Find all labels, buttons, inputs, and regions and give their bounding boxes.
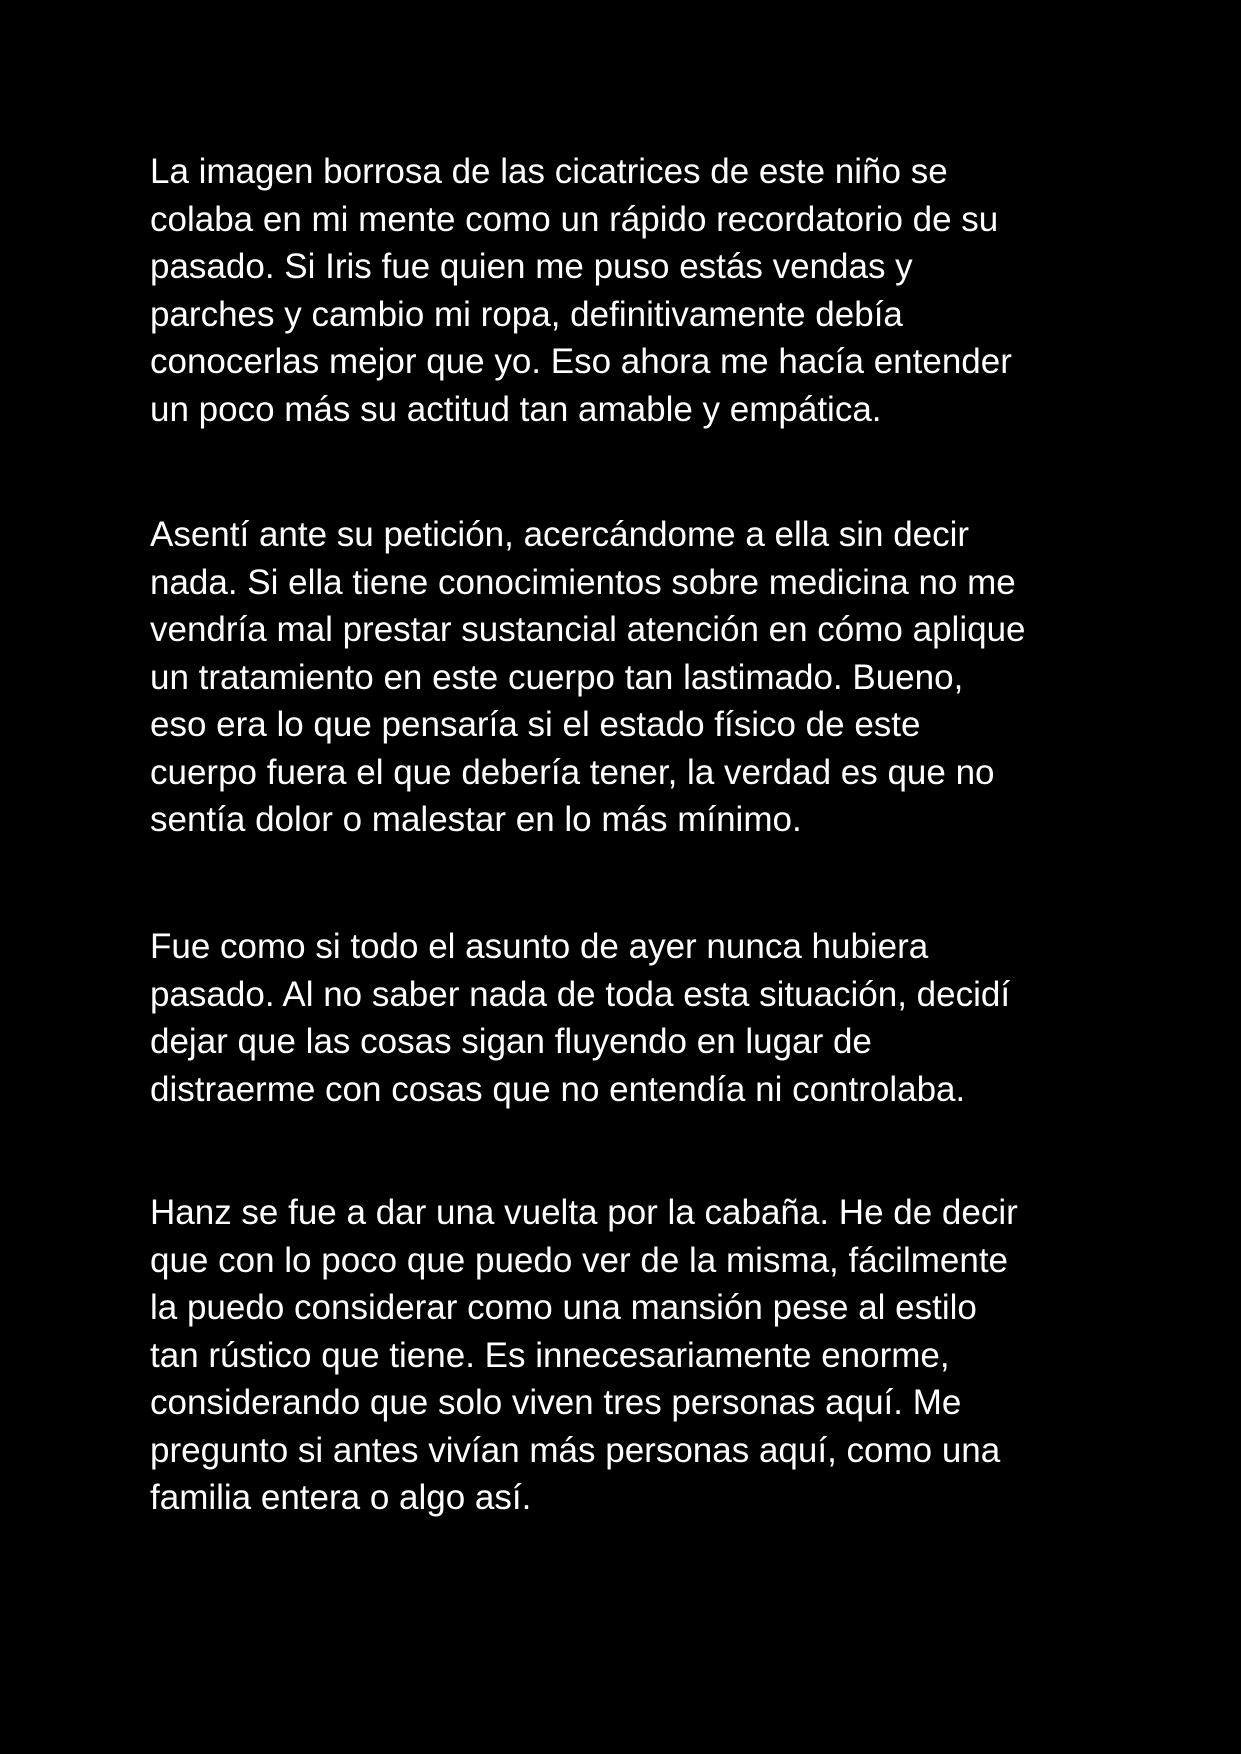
text-line: colaba en mi mente como un rápido recordatorio de su xyxy=(150,199,999,239)
paragraph-1 xyxy=(150,148,1012,433)
text-line: la puedo considerar como una mansión pese al estilo xyxy=(150,1288,977,1327)
text-line: familia entera o algo así. xyxy=(150,1478,532,1517)
text-line: sentía dolor o malestar en lo más mínimo. xyxy=(150,800,802,839)
text-line: distraerme con cosas que no entendía ni controlaba. xyxy=(150,1069,966,1109)
text-line: cuerpo fuera el que debería tener, la verdad es que no xyxy=(150,752,995,792)
text-line: un tratamiento en este cuerpo tan lastimado. Bueno, xyxy=(150,657,964,697)
text-line: dejar que las cosas sigan fluyendo en lugar de xyxy=(150,1022,872,1061)
text-line: La imagen borrosa de las cicatrices de este niño se xyxy=(150,152,948,191)
text-line: Fue como si todo el asunto de ayer nunca hubiera xyxy=(150,927,929,966)
text-line: conocerlas mejor que yo. Eso ahora me hacía entender xyxy=(150,342,1012,381)
text-line: vendría mal prestar sustancial atención en cómo aplique xyxy=(150,610,1026,649)
text-line: Asentí ante su petición, acercándome a ella sin decir xyxy=(150,515,970,554)
paragraph-4 xyxy=(150,1189,1018,1522)
paragraph-2 xyxy=(150,511,1026,844)
text-line: Hanz se fue a dar una vuelta por la cabaña. He de decir xyxy=(150,1193,1018,1232)
text-line: pregunto si antes vivían más personas aquí, como una xyxy=(150,1430,1001,1470)
text-line: pasado. Si Iris fue quien me puso estás vendas y xyxy=(150,247,913,286)
text-line: considerando que solo viven tres personas aquí. Me xyxy=(150,1383,962,1422)
text-line: tan rústico que tiene. Es innecesariamente enorme, xyxy=(150,1335,950,1375)
text-line: que con lo poco que puedo ver de la misma, fácilmente xyxy=(150,1240,1009,1280)
paragraph-3 xyxy=(150,923,1010,1113)
text-line: eso era lo que pensaría si el estado físico de este xyxy=(150,705,921,744)
text-line: un poco más su actitud tan amable y empática. xyxy=(150,389,882,429)
text-line: parches y cambio mi ropa, definitivamente debía xyxy=(150,294,903,334)
text-line: nada. Si ella tiene conocimientos sobre medicina no me xyxy=(150,562,1016,602)
text-line: pasado. Al no saber nada de toda esta situación, decidí xyxy=(150,974,1011,1014)
